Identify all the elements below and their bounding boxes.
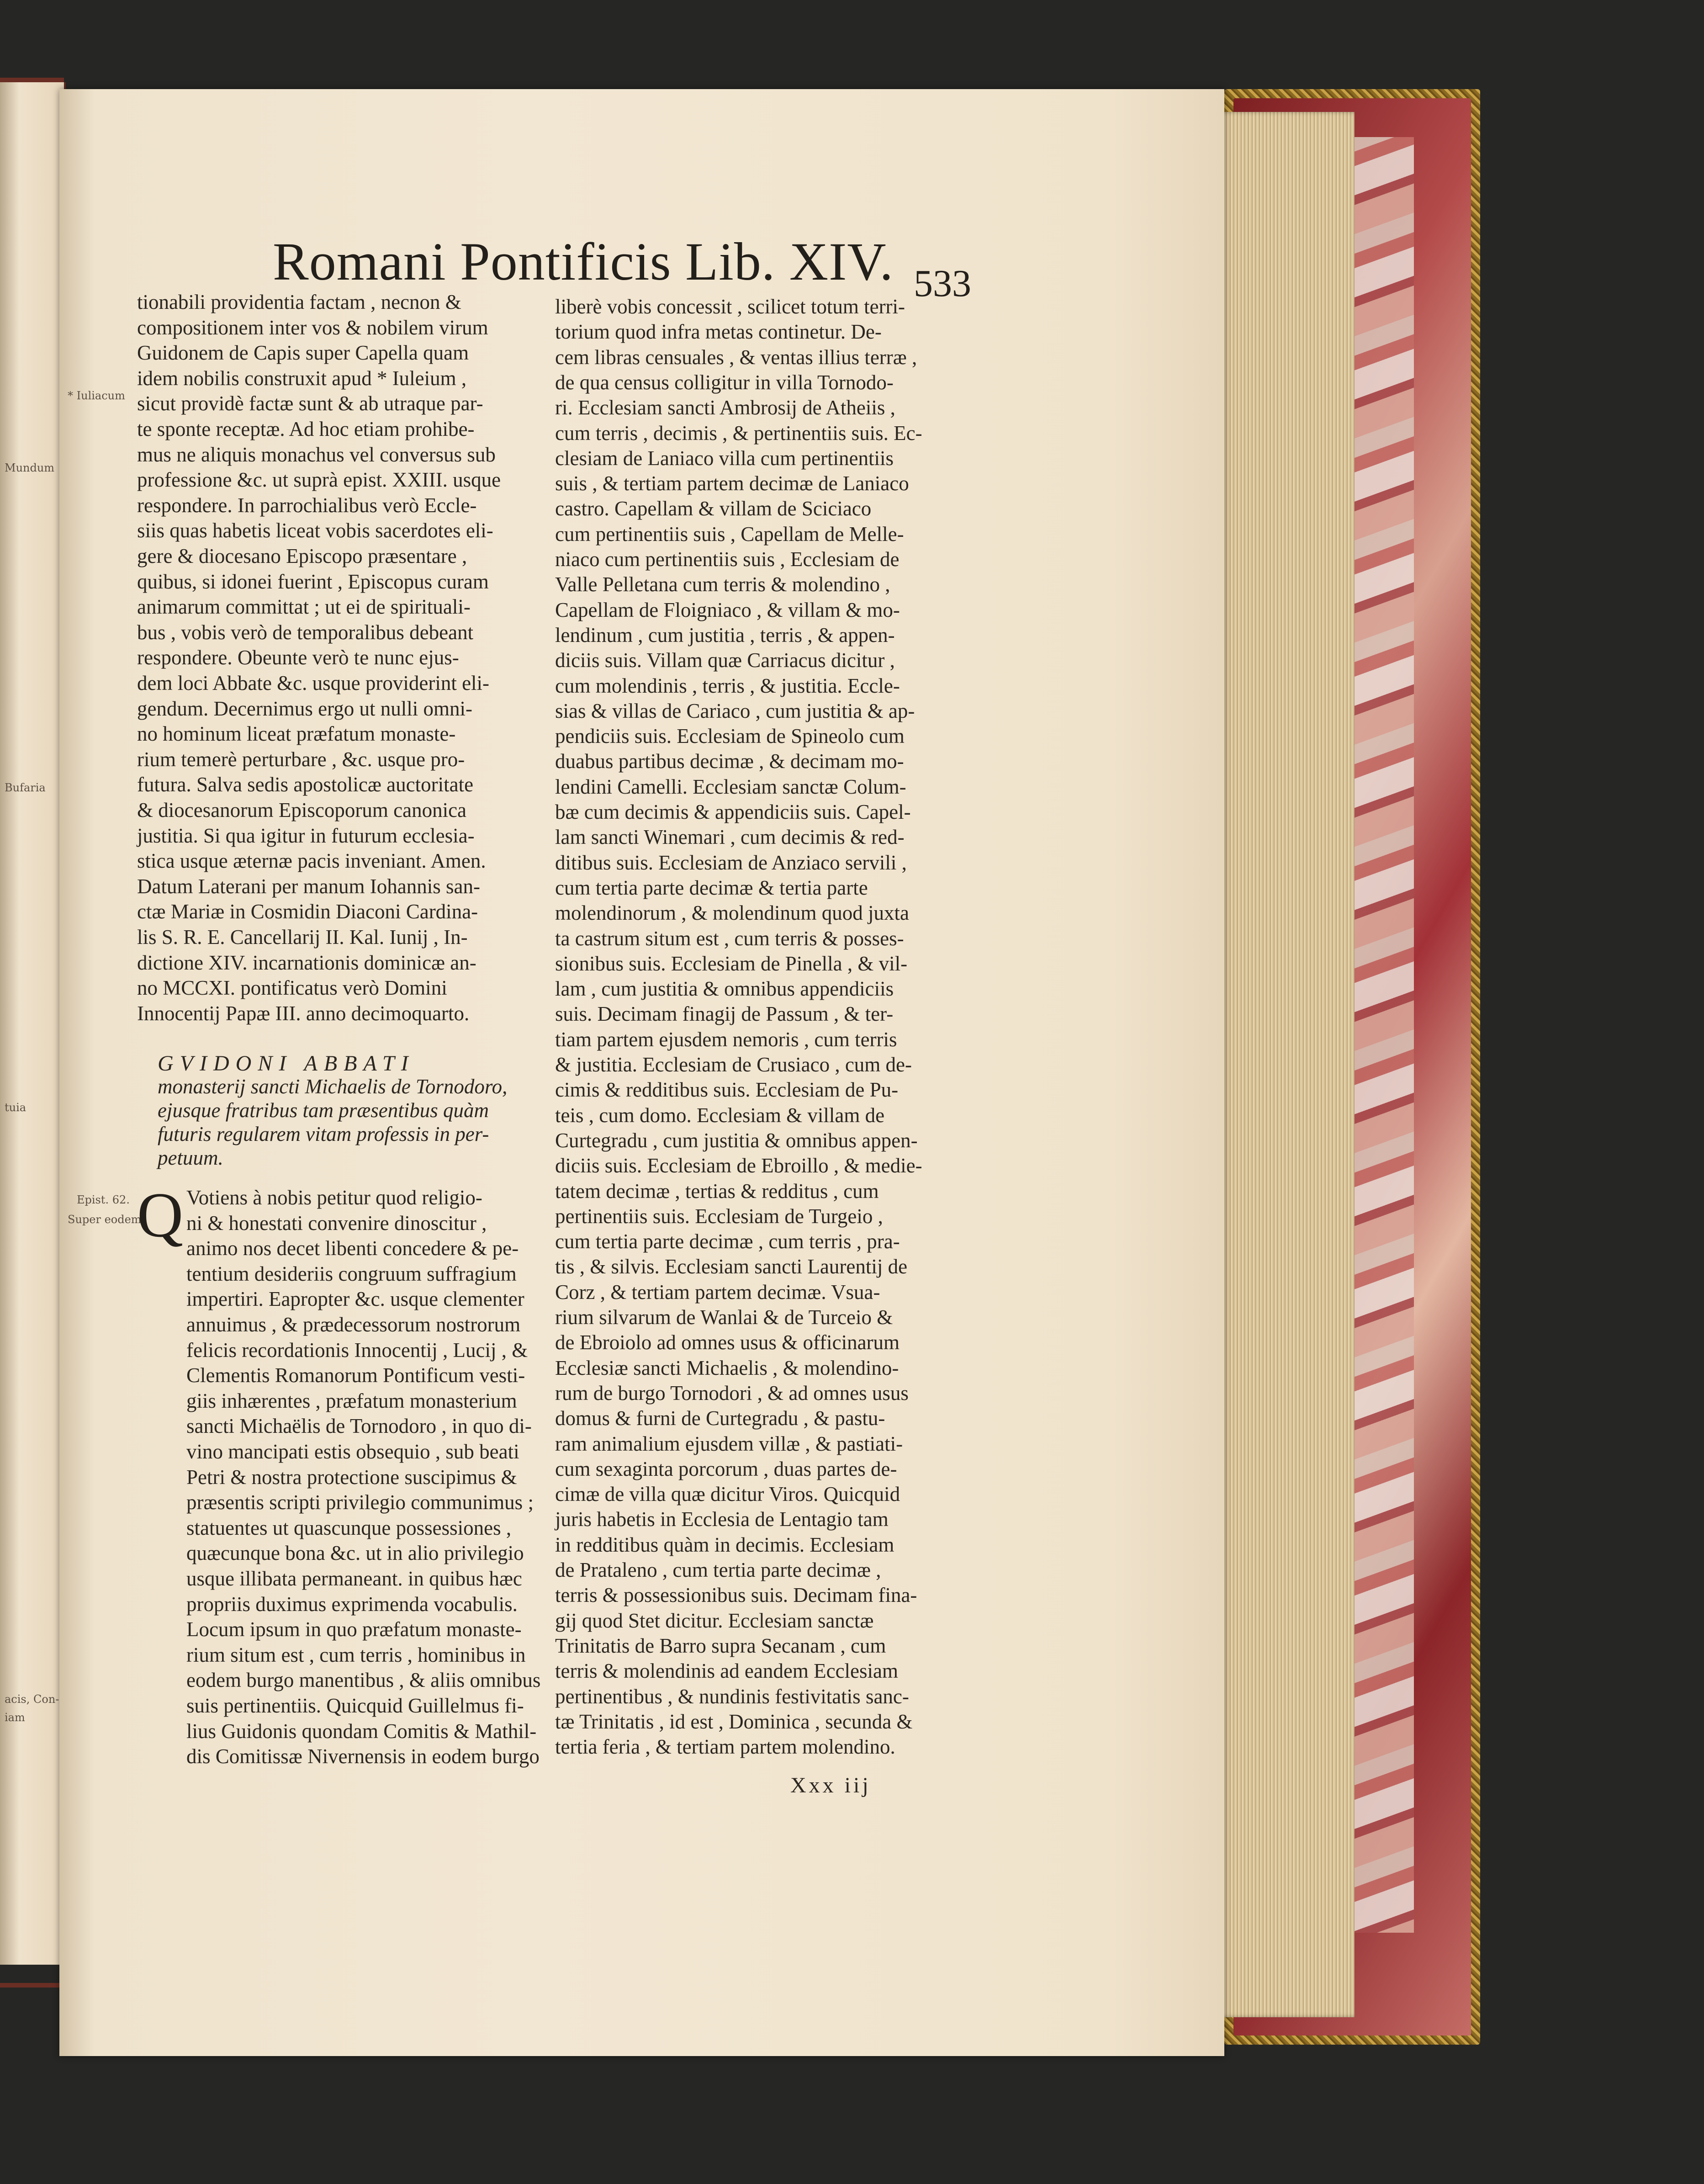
col1-line: no hominum liceat præfatum monaste- [137,722,456,746]
col2-line: teis , cum domo. Ecclesiam & villam de [555,1103,885,1127]
col1b-line: usque illibata permaneant. in quibus hæc [186,1567,522,1590]
col1b-line: præsentis scripti privilegio communimus ; [186,1491,534,1514]
col2-line: ta castrum situm est , cum terris & posses- [555,927,904,950]
col2-line: cum molendinis , terris , & justitia. Eccle- [555,674,900,697]
page-number: 533 [914,262,971,305]
col2-line: Curtegradu , cum justitia & omnibus appen- [555,1129,918,1152]
col1b-line: Petri & nostra protectione suscipimus & [186,1465,517,1489]
col2-line: cimis & redditibus suis. Ecclesiam de Pu- [555,1078,899,1102]
col1-line: bus , vobis verò de temporalibus debeant [137,620,474,644]
col2-line: sias & villas de Cariaco , cum justitia & ap- [555,699,915,722]
col2-line: bæ cum decimis & appendiciis suis. Capel- [555,800,911,823]
heading-line: futuris regularem vitam professis in per- [158,1123,489,1145]
col2-line: diciis suis. Villam quæ Carriacus dicitur , [555,649,895,672]
col2-line: Trinitatis de Barro supra Secanam , cum [555,1634,886,1657]
left-margin-note-3: tuia [5,1101,26,1114]
col2-line: de qua census colligitur in villa Tornodo- [555,371,894,394]
col1-line: Guidonem de Capis super Capella quam [137,341,469,365]
page-block-edges [1217,112,1355,2017]
col2-line: lendini Camelli. Ecclesiam sanctæ Colum- [555,775,906,798]
left-margin-note-1: Mundum [5,461,55,474]
col1-line: professione &c. ut suprà epist. XXIII. usque [137,468,501,492]
col1-line: Datum Laterani per manum Iohannis san- [137,875,481,898]
col2-line: niaco cum pertinentiis suis , Ecclesiam de [555,548,900,571]
col2-line: ram animalium ejusdem villæ , & pastiati- [555,1432,903,1455]
left-page-edge [0,82,66,1965]
col2-line: lam sancti Winemari , cum decimis & red- [555,826,905,849]
drop-capital: Q [137,1180,184,1251]
col2-line: terris & molendinis ad eandem Ecclesiam [555,1659,899,1683]
heading-line: monasterij sancti Michaelis de Tornodoro, [158,1075,508,1098]
col1-line: compositionem inter vos & nobilem virum [137,316,488,339]
col2-line: cum tertia parte decimæ , cum terris , pra- [555,1230,900,1253]
col1b-line: animo nos decet libenti concedere & pe- [186,1237,519,1260]
col2-line: cum pertinentiis suis , Capellam de Melle- [555,522,904,546]
col1b-line: suis pertinentiis. Quicquid Guillelmus fi- [186,1694,524,1717]
side-note-iuliacum: * Iuliacum [68,389,125,402]
col1b-line: statuentes ut quascunque possessiones , [186,1516,512,1539]
col2-line: rum de burgo Tornodori , & ad omnes usus [555,1381,909,1405]
col2-line: castro. Capellam & villam de Sciciaco [555,497,872,520]
col2-line: domus & furni de Curtegradu , & pastu- [555,1407,885,1430]
left-margin-note-2: Bufaria [5,781,46,794]
col2-line: tertia feria , & tertiam partem molendino. [555,1735,895,1759]
col1-line: respondere. In parrochialibus verò Eccle- [137,493,477,517]
left-margin-note-4: acis, Con- [5,1693,59,1706]
col1-line: justitia. Si qua igitur in futurum ecclesia- [137,824,475,847]
col1b-line: Votiens à nobis petitur quod religio- [186,1186,482,1209]
col1b-line: giis inhærentes , præfatum monasterium [186,1389,517,1412]
col1b-line: impertiri. Eapropter &c. usque clementer [186,1288,524,1311]
col2-line: Corz , & tertiam partem decimæ. Vsua- [555,1280,880,1304]
col2-line: tæ Trinitatis , id est , Dominica , secunda & [555,1710,913,1733]
col2-line: cimæ de villa quæ dicitur Viros. Quicquid [555,1483,900,1506]
col2-line: suis , & tertiam partem decimæ de Laniaco [555,472,909,495]
col2-line: Valle Pelletana cum terris & molendino , [555,573,890,596]
col1b-line: vino mancipati estis obsequio , sub beati [186,1440,519,1463]
col1-line: gendum. Decernimus ergo ut nulli omni- [137,697,473,720]
col1b-line: sancti Michaëlis de Tornodoro , in quo di- [186,1415,532,1438]
col2-line: ri. Ecclesiam sancti Ambrosij de Atheiis , [555,396,895,419]
col2-line: Capellam de Floigniaco , & villam & mo- [555,598,900,621]
col2-line: duabus partibus decimæ , & decimam mo- [555,750,904,773]
col2-line: cum tertia parte decimæ & tertia parte [555,876,868,899]
col2-line: pendiciis suis. Ecclesiam de Spineolo cum [555,725,905,748]
col1-line: mus ne aliquis monachus vel conversus sub [137,443,496,466]
col1-line: dem loci Abbate &c. usque providerint eli- [137,672,490,694]
col2-line: clesiam de Laniaco villa cum pertinentiis [555,446,894,470]
col2-line: rium silvarum de Wanlai & de Turceio & [555,1306,893,1329]
col2-line: gij quod Stet dicitur. Ecclesiam sanctæ [555,1609,874,1632]
col1-line: tionabili providentia factam , necnon & [137,291,461,313]
col1-line: animarum committat ; ut ei de spirituali- [137,595,471,619]
col2-line: molendinorum , & molendinum quod juxta [555,901,909,925]
left-margin-note-5: iam [5,1711,25,1724]
col1-line: quibus, si idonei fuerint , Episcopus curam [137,570,489,593]
col1b-line: quæcunque bona &c. ut in alio privilegio [186,1542,524,1565]
col1b-line: propriis duximus exprimenda vocabulis. [186,1592,518,1616]
col2-line: cum sexaginta porcorum , duas partes de- [555,1457,897,1480]
col1b-line: felicis recordationis Innocentij , Lucij , & [186,1338,528,1362]
heading-line: ejusque fratribus tam præsentibus quàm [158,1099,489,1122]
col2-line: tis , & silvis. Ecclesiam sancti Laurentij de [555,1255,908,1278]
col1-line: siis quas habetis liceat vobis sacerdotes eli- [137,519,493,542]
col1-line: lis S. R. E. Cancellarij II. Kal. Iunij , In- [137,926,468,949]
col2-line: de Ebroiolo ad omnes usus & officinarum [555,1331,900,1354]
col1-line: & diocesanorum Episcoporum canonica [137,799,467,822]
col1b-line: ni & honestati convenire dinoscitur , [186,1211,487,1235]
signature-mark: Xxx iij [790,1773,871,1797]
col2-line: suis. Decimam finagij de Passum , & ter- [555,1002,894,1026]
col1-line: no MCCXI. pontificatus verò Domini [137,976,447,1000]
col2-line: & justitia. Ecclesiam de Crusiaco , cum de- [555,1053,912,1076]
side-note-super-eodem: Super eodem. [68,1213,145,1226]
col2-line: cum terris , decimis , & pertinentiis suis. Ec- [555,421,922,445]
col1-line: stica usque æternæ pacis inveniant. Amen. [137,849,486,873]
col2-line: Ecclesiæ sancti Michaelis , & molendino- [555,1356,899,1379]
col1-line: idem nobilis construxit apud * Iuleium , [137,366,467,390]
col2-line: liberè vobis concessit , scilicet totum terri- [555,295,905,318]
col2-line: in redditibus quàm in decimis. Ecclesiam [555,1533,894,1556]
col2-line: ditibus suis. Ecclesiam de Anziaco servili , [555,851,907,874]
col1-line: gere & diocesano Episcopo præsentare , [137,545,467,567]
col1-line: Innocentij Papæ III. anno decimoquarto. [137,1002,470,1025]
col1b-line: eodem burgo manentibus , & aliis omnibus [186,1669,541,1692]
col2-line: pertinentibus , & nundinis festivitatis sanc- [555,1685,909,1708]
col1-line: te sponte receptæ. Ad hoc etiam prohibe- [137,418,475,440]
col2-line: tiam partem ejusdem nemoris , cum terris [555,1028,897,1051]
col2-line: tatem decimæ , tertias & redditus , cum [555,1179,879,1203]
col2-line: cem libras censuales , & ventas illius terræ , [555,345,917,369]
col2-line: lendinum , cum justitia , terris , & appen- [555,623,895,647]
col2-line: torium quod infra metas continetur. De- [555,320,882,344]
col1-line: ctæ Mariæ in Cosmidin Diaconi Cardina- [137,900,478,923]
side-note-epist: Epist. 62. [77,1193,130,1206]
col2-line: sionibus suis. Ecclesiam de Pinella , & vil- [555,952,908,975]
col1-line: dictione XIV. incarnationis dominicæ an- [137,951,476,974]
col1-line: sicut providè factæ sunt & ab utraque par- [137,392,483,415]
col1b-line: annuimus , & prædecessorum nostrorum [186,1313,521,1336]
col2-line: pertinentiis suis. Ecclesiam de Turgeio , [555,1204,883,1228]
col1-line: futura. Salva sedis apostolicæ auctoritate [137,773,474,796]
heading-line: petuum. [158,1146,223,1169]
col1b-line: tentium desideriis congruum suffragium [186,1262,517,1285]
col1-line: respondere. Obeunte verò te nunc ejus- [137,646,459,669]
col1b-line: rium situm est , cum terris , hominibus in [186,1643,526,1666]
col2-line: juris habetis in Ecclesia de Lentagio tam [555,1508,889,1531]
col2-line: terris & possessionibus suis. Decimam fina- [555,1584,917,1607]
col1b-line: dis Comitissæ Nivernensis in eodem burgo [186,1745,540,1768]
col2-line: diciis suis. Ecclesiam de Ebroillo , & medie- [555,1154,922,1177]
heading-title: GVIDONI ABBATI [158,1051,415,1076]
col1b-line: Clementis Romanorum Pontificum vesti- [186,1364,525,1387]
running-head: Romani Pontificis Lib. XIV. [273,232,894,292]
col2-line: lam , cum justitia & omnibus appendiciis [555,977,894,1001]
col2-line: de Prataleno , cum tertia parte decimæ , [555,1558,881,1581]
col1b-line: Locum ipsum in quo præfatum monaste- [186,1618,522,1641]
col1-line: rium temerè perturbare , &c. usque pro- [137,747,465,771]
col1b-line: lius Guidonis quondam Comitis & Mathil- [186,1719,537,1743]
